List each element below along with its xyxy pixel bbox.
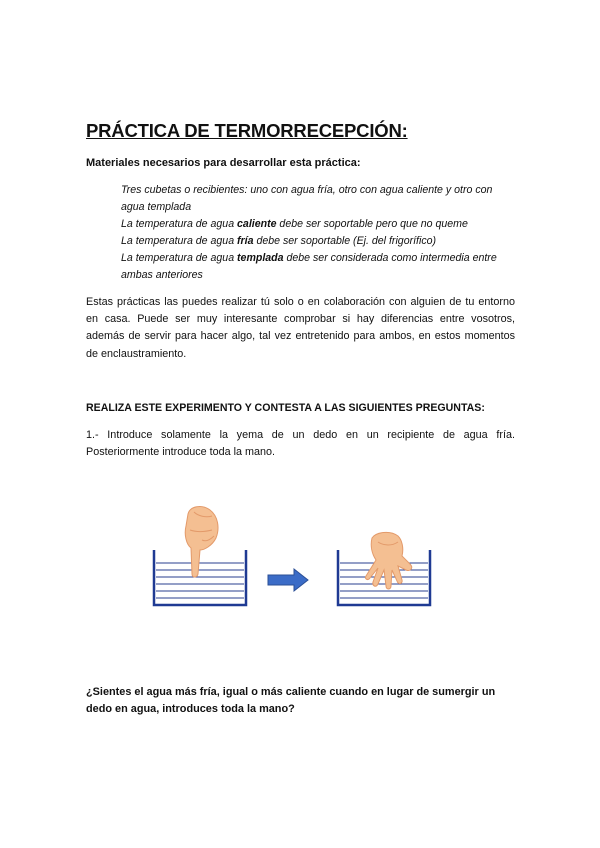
material-item-emphasis: templada: [237, 252, 284, 264]
material-item-text: debe ser soportable pero que no queme: [276, 218, 468, 230]
intro-paragraph: Estas prácticas las puedes realizar tú solo o en colaboración con alguien de tu entorno en casa. Puede ser muy interesante comprobar si hay diferencias entre vosotros, además de servir para hacer algo, tal vez entretenido para ambos, en estos momentos de enclaustramiento.: [86, 296, 515, 360]
material-item: [121, 182, 517, 216]
material-item-text: debe ser soportable (Ej. del frigorífico): [253, 235, 437, 247]
question-1: ¿Sientes el agua más fría, igual o más caliente cuando en lugar de sumergir un dedo en agua, introduces toda la mano?: [86, 686, 496, 715]
experiment-illustration: [140, 500, 440, 620]
hand-in-water-illustration: [338, 532, 430, 605]
open-hand-icon: [365, 532, 411, 589]
material-item: [121, 233, 517, 250]
step-1-instruction: 1.- Introduce solamente la yema de un dedo en un recipiente de agua fría. Posteriormente introduce toda la mano.: [86, 429, 515, 459]
material-item: [121, 250, 517, 284]
page-title: PRÁCTICA DE TERMORRECEPCIÓN:: [86, 120, 408, 141]
water-container-left: [154, 550, 246, 605]
material-item-text: La temperatura de agua: [121, 252, 238, 264]
material-item-text: debe ser considerada como intermedia entre ambas anteriores: [121, 252, 497, 281]
material-item: [121, 216, 517, 233]
material-item-emphasis: caliente: [237, 218, 277, 230]
pointing-hand-icon: [185, 507, 218, 577]
material-item-text: La temperatura de agua: [121, 235, 238, 247]
right-arrow-icon: [268, 569, 308, 591]
materials-list: [121, 182, 517, 284]
experiment-heading: REALIZA ESTE EXPERIMENTO Y CONTESTA A LAS SIGUIENTES PREGUNTAS:: [86, 402, 485, 414]
finger-in-water-illustration: [154, 507, 246, 605]
material-item-text: Tres cubetas o recibientes: uno con agua fría, otro con agua caliente y otro con agua templada: [121, 184, 493, 213]
materials-heading: Materiales necesarios para desarrollar esta práctica:: [86, 157, 361, 169]
material-item-text: La temperatura de agua: [121, 218, 238, 230]
material-item-emphasis: fría: [237, 235, 254, 247]
experiment-diagram: [140, 500, 440, 620]
